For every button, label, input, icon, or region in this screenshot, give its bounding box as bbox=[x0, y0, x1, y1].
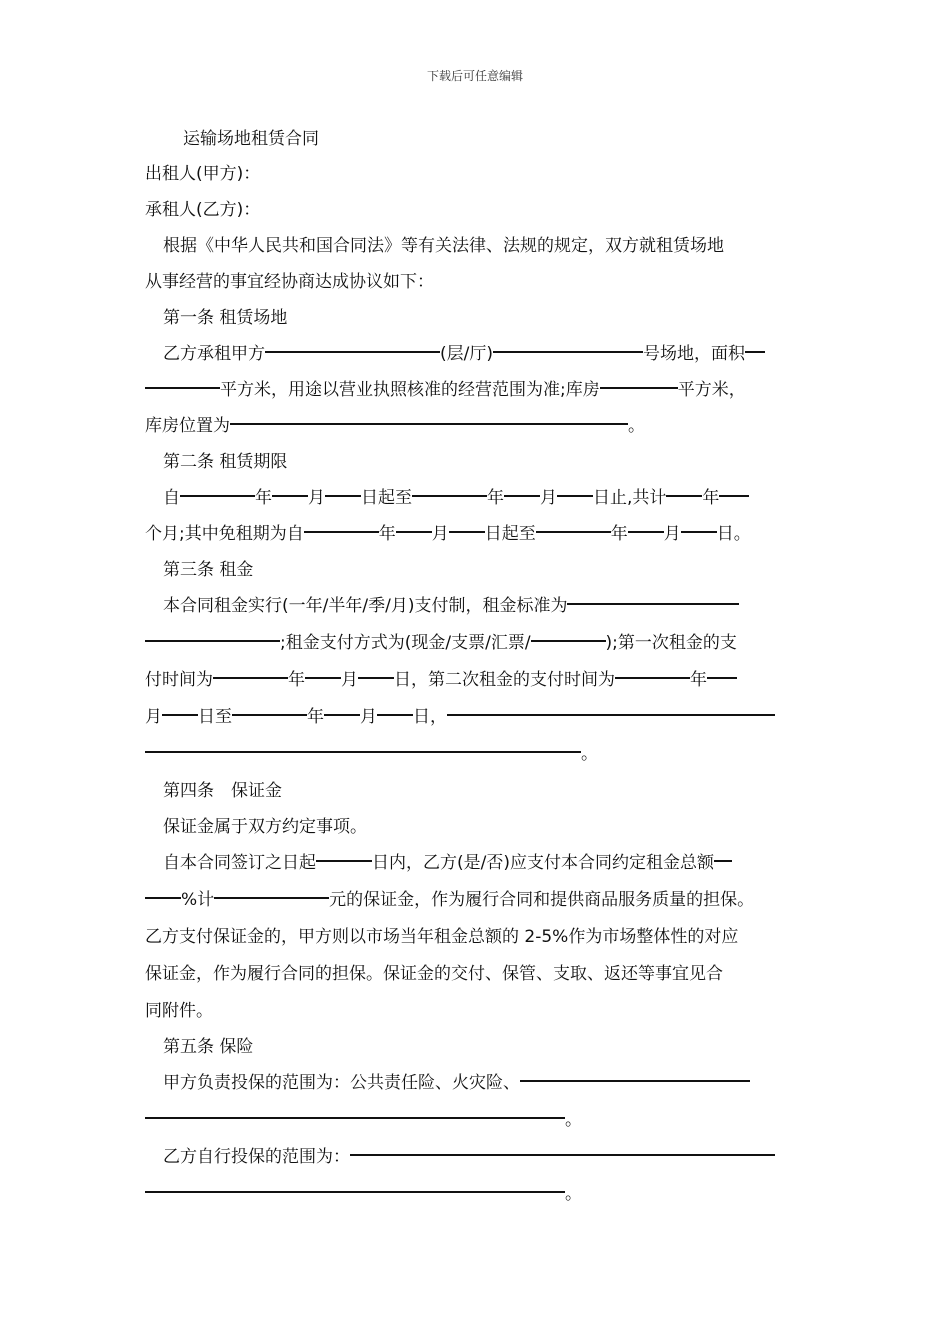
blank-field[interactable] bbox=[305, 677, 341, 679]
article-3-line-2: ;租金支付方式为(现金/支票/汇票/ );第一次租金的支 bbox=[145, 625, 810, 662]
blank-field[interactable] bbox=[214, 897, 329, 899]
contract-body bbox=[145, 122, 810, 1213]
blank-field[interactable] bbox=[531, 640, 606, 642]
article-4-line-2: %计 元的保证金，作为履行合同和提供商品服务质量的担保。 bbox=[145, 882, 810, 919]
blank-field[interactable] bbox=[396, 531, 432, 533]
article-3-line-1: 本合同租金实行(一年/半年/季/月)支付制，租金标准为 bbox=[145, 588, 810, 625]
blank-field[interactable] bbox=[316, 860, 372, 862]
blank-field[interactable] bbox=[145, 897, 181, 899]
blank-field[interactable] bbox=[230, 423, 628, 425]
blank-field[interactable] bbox=[145, 1191, 565, 1193]
article-4-line-3: 乙方支付保证金的，甲方则以市场当年租金总额的 2-5%作为市场整体性的对应 bbox=[145, 927, 739, 947]
blank-field[interactable] bbox=[707, 677, 737, 679]
article-3-title: 第三条 租金 bbox=[163, 560, 254, 580]
article-5-line-3: 乙方自行投保的范围为： bbox=[145, 1139, 810, 1176]
blank-field[interactable] bbox=[350, 1154, 775, 1156]
blank-field[interactable] bbox=[272, 495, 308, 497]
lessee-line: 承租人(乙方)： bbox=[145, 200, 261, 220]
blank-field[interactable] bbox=[567, 603, 739, 605]
blank-field[interactable] bbox=[145, 640, 280, 642]
article-4-line-1: 自本合同签订之日起 日内，乙方(是/否)应支付本合同约定租金总额 bbox=[145, 845, 810, 882]
article-3-line-3: 付时间为 年 月 日，第二次租金的支付时间为 年 bbox=[145, 662, 810, 699]
blank-field[interactable] bbox=[681, 531, 717, 533]
blank-field[interactable] bbox=[745, 351, 765, 353]
blank-field[interactable] bbox=[145, 387, 220, 389]
blank-field[interactable] bbox=[628, 531, 664, 533]
blank-field[interactable] bbox=[449, 531, 485, 533]
page-header-note: 下载后可任意编辑 bbox=[426, 69, 523, 83]
article-5-line-2: 。 bbox=[145, 1102, 810, 1139]
article-1-title: 第一条 租赁场地 bbox=[163, 308, 288, 328]
article-2-line-1: 自 年 月 日起至 年 月 日止,共计 年 bbox=[145, 480, 810, 516]
blank-field[interactable] bbox=[358, 677, 394, 679]
intro-line-2: 从事经营的事宜经协商达成协议如下： bbox=[145, 272, 434, 292]
document-title: 运输场地租赁合同 bbox=[183, 129, 319, 149]
blank-field[interactable] bbox=[493, 351, 643, 353]
blank-field[interactable] bbox=[145, 1117, 565, 1119]
article-5-line-1: 甲方负责投保的范围为：公共责任险、火灾险、 bbox=[145, 1065, 810, 1102]
blank-field[interactable] bbox=[180, 495, 255, 497]
blank-field[interactable] bbox=[162, 714, 198, 716]
blank-field[interactable] bbox=[213, 677, 288, 679]
blank-field[interactable] bbox=[304, 531, 379, 533]
blank-field[interactable] bbox=[714, 860, 732, 862]
blank-field[interactable] bbox=[557, 495, 593, 497]
lessor-line: 出租人(甲方)： bbox=[145, 164, 261, 184]
blank-field[interactable] bbox=[145, 751, 581, 753]
blank-field[interactable] bbox=[666, 495, 702, 497]
article-2-line-2: 个月;其中免租期为自 年 月 日起至 年 月 日。 bbox=[145, 524, 751, 544]
article-4-title: 第四条 保证金 bbox=[163, 781, 282, 801]
blank-field[interactable] bbox=[600, 387, 678, 389]
article-4-line-4: 保证金，作为履行合同的担保。保证金的交付、保管、支取、返还等事宜见合 bbox=[145, 964, 723, 984]
article-1-line-3: 库房位置为 。 bbox=[145, 416, 645, 436]
blank-field[interactable] bbox=[232, 714, 307, 716]
article-2-title: 第二条 租赁期限 bbox=[163, 452, 288, 472]
article-3-line-4: 月 日至 年 月 日， bbox=[145, 699, 810, 736]
article-4-paragraph-1: 保证金属于双方约定事项。 bbox=[163, 817, 367, 837]
intro-line-1: 根据《中华人民共和国合同法》等有关法律、法规的规定，双方就租赁场地 bbox=[163, 236, 724, 256]
blank-field[interactable] bbox=[265, 351, 440, 353]
article-4-line-5: 同附件。 bbox=[145, 1001, 213, 1021]
blank-field[interactable] bbox=[719, 495, 749, 497]
article-3-line-5: 。 bbox=[145, 736, 810, 773]
blank-field[interactable] bbox=[377, 714, 413, 716]
blank-field[interactable] bbox=[447, 714, 775, 716]
blank-field[interactable] bbox=[504, 495, 540, 497]
blank-field[interactable] bbox=[520, 1080, 750, 1082]
blank-field[interactable] bbox=[325, 495, 361, 497]
article-5-title: 第五条 保险 bbox=[163, 1037, 254, 1057]
article-1-line-1: 乙方承租甲方 (层/厅) 号场地，面积 bbox=[145, 336, 810, 372]
blank-field[interactable] bbox=[536, 531, 611, 533]
article-1-line-2: 平方米，用途以营业执照核准的经营范围为准;库房 平方米， bbox=[145, 372, 810, 408]
article-5-line-4: 。 bbox=[145, 1176, 810, 1213]
blank-field[interactable] bbox=[412, 495, 487, 497]
blank-field[interactable] bbox=[615, 677, 690, 679]
blank-field[interactable] bbox=[324, 714, 360, 716]
